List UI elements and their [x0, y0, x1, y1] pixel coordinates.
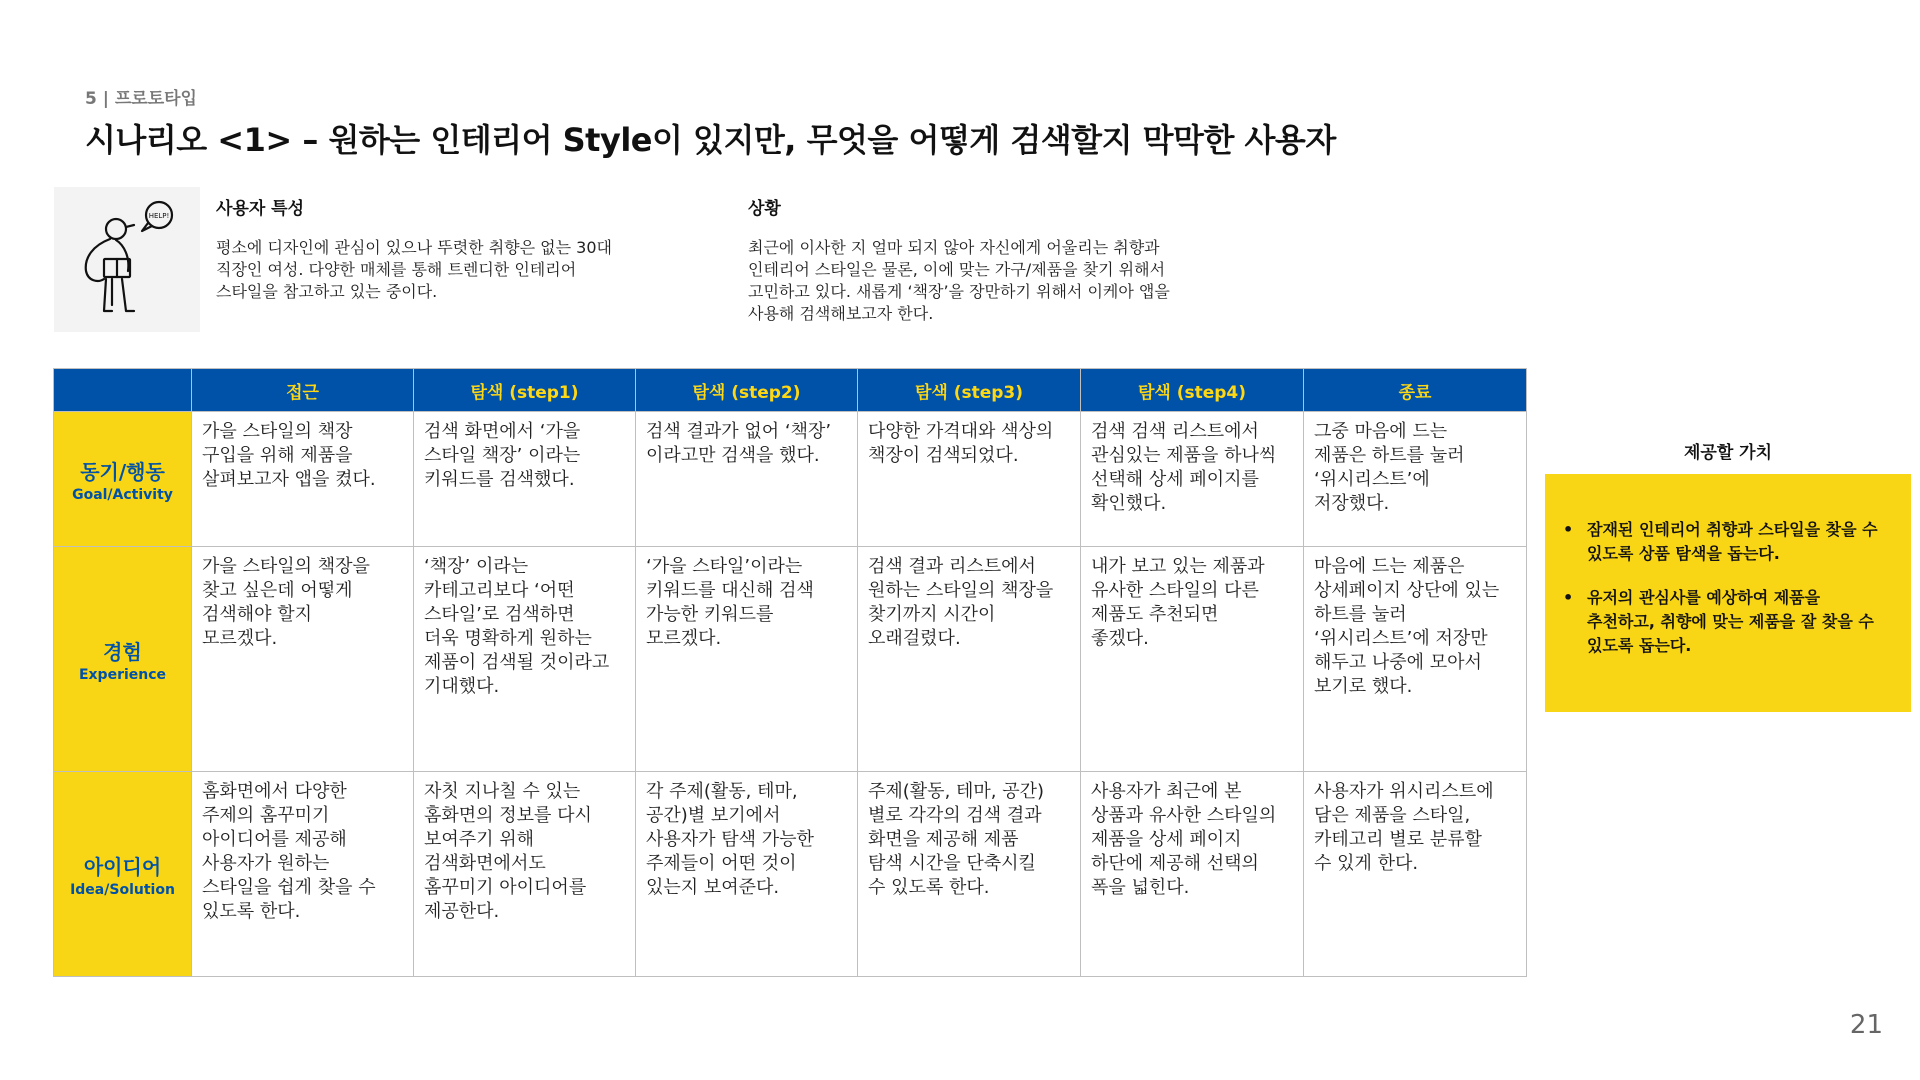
table-cell: 홈화면에서 다양한 주제의 홈꾸미기 아이디어를 제공해 사용자가 원하는 스타일을 쉽게 찾을 수 있도록 한다.: [192, 772, 414, 977]
value-list: [1559, 518, 1895, 658]
row-subtitle: Goal/Activity: [72, 486, 173, 503]
row-header-goal: [54, 412, 192, 547]
user-traits-text: 평소에 디자인에 관심이 있으나 뚜렷한 취향은 없는 30대 직장인 여성. 다양한 매체를 통해 트렌디한 인테리어 스타일을 참고하고 있는 중이다.: [216, 238, 612, 301]
table-row: [54, 547, 1527, 772]
table-cell: 다양한 가격대와 색상의 책장이 검색되었다.: [858, 412, 1081, 547]
value-item: • 유저의 관심사를 예상하여 제품을 추천하고, 취향에 맞는 제품을 잘 찾을 수 있도록 돕는다.: [1559, 586, 1895, 658]
column-header: 탐색 (step1): [414, 369, 636, 412]
table-cell: ‘책장’ 이라는 카테고리보다 ‘어떤 스타일’로 검색하면 더욱 명확하게 원하는 제품이 검색될 것이라고 기대했다.: [414, 547, 636, 772]
row-subtitle: Idea/Solution: [70, 881, 175, 898]
column-header: 탐색 (step2): [636, 369, 858, 412]
page-title: 시나리오 <1> – 원하는 인테리어 Style이 있지만, 무엇을 어떻게 검색할지 막막한 사용자: [85, 121, 1336, 159]
table-cell: ‘가을 스타일’이라는 키워드를 대신해 검색 가능한 키워드를 모르겠다.: [636, 547, 858, 772]
row-title: 동기/행동: [80, 459, 165, 484]
table-row: [54, 772, 1527, 977]
table-cell: 각 주제(활동, 테마, 공간)별 보기에서 사용자가 탐색 가능한 주제들이 어떤 것이 있는지 보여준다.: [636, 772, 858, 977]
table-cell: 사용자가 위시리스트에 담은 제품을 스타일, 카테고리 별로 분류할 수 있게 한다.: [1304, 772, 1527, 977]
row-header-experience: [54, 547, 192, 772]
table-row: [54, 412, 1527, 547]
row-title: 경험: [103, 639, 142, 664]
column-header: 접근: [192, 369, 414, 412]
value-item: • 잠재된 인테리어 취향과 스타일을 찾을 수 있도록 상품 탐색을 돕는다.: [1559, 518, 1895, 566]
column-header: 탐색 (step4): [1081, 369, 1304, 412]
table-cell: 가을 스타일의 책장을 찾고 싶은데 어떻게 검색해야 할지 모르겠다.: [192, 547, 414, 772]
table-cell: 마음에 드는 제품은 상세페이지 상단에 있는 하트를 눌러 ‘위시리스트’에 저장만 해두고 나중에 모아서 보기로 했다.: [1304, 547, 1527, 772]
row-title: 아이디어: [83, 854, 162, 879]
table-header-row: [54, 369, 1527, 412]
table-cell: 가을 스타일의 책장 구입을 위해 제품을 살펴보고자 앱을 켰다.: [192, 412, 414, 547]
table-cell: 검색 결과 리스트에서 원하는 스타일의 책장을 찾기까지 시간이 오래걸렸다.: [858, 547, 1081, 772]
value-panel-title: 제공할 가치: [1683, 443, 1773, 463]
table-cell: 검색 결과가 없어 ‘책장’ 이라고만 검색을 했다.: [636, 412, 858, 547]
situation-heading: 상황: [748, 199, 781, 219]
user-traits-heading: 사용자 특성: [216, 199, 305, 219]
situation-text: 최근에 이사한 지 얼마 되지 않아 자신에게 어울리는 취향과 인테리어 스타일은 물론, 이에 맞는 가구/제품을 찾기 위해서 고민하고 있다. 새롭게 ‘책장’을 장만하기 위해서 이케아 앱을 사용해 검색해보고자 한다.: [748, 238, 1170, 323]
table-cell: 주제(활동, 테마, 공간) 별로 각각의 검색 결과 화면을 제공해 제품 탐색 시간을 단축시킬 수 있도록 한다.: [858, 772, 1081, 977]
value-panel: [1545, 474, 1911, 712]
table-cell: 내가 보고 있는 제품과 유사한 스타일의 다른 제품도 추천되면 좋겠다.: [1081, 547, 1304, 772]
person-reading-help-icon: [54, 187, 200, 332]
section-label: 5 | 프로토타입: [85, 89, 197, 109]
table-cell: 그중 마음에 드는 제품은 하트를 눌러 ‘위시리스트’에 저장했다.: [1304, 412, 1527, 547]
table-cell: 검색 화면에서 ‘가을 스타일 책장’ 이라는 키워드를 검색했다.: [414, 412, 636, 547]
persona-illustration: [54, 187, 200, 332]
column-header: 탐색 (step3): [858, 369, 1081, 412]
header-corner: [54, 369, 192, 412]
user-journey-table: [53, 368, 1527, 977]
user-traits-section: [216, 194, 696, 303]
table-cell: 검색 검색 리스트에서 관심있는 제품을 하나씩 선택해 상세 페이지를 확인했다.: [1081, 412, 1304, 547]
row-header-idea: [54, 772, 192, 977]
help-speech-text: HELP!: [148, 212, 170, 220]
table-cell: 사용자가 최근에 본 상품과 유사한 스타일의 제품을 상세 페이지 하단에 제공해 선택의 폭을 넓힌다.: [1081, 772, 1304, 977]
row-subtitle: Experience: [78, 666, 167, 683]
table-cell: 자칫 지나칠 수 있는 홈화면의 정보를 다시 보여주기 위해 검색화면에서도 홈꾸미기 아이디어를 제공한다.: [414, 772, 636, 977]
situation-section: [748, 194, 1268, 325]
page-number: 21: [1849, 1010, 1883, 1040]
column-header: 종료: [1304, 369, 1527, 412]
